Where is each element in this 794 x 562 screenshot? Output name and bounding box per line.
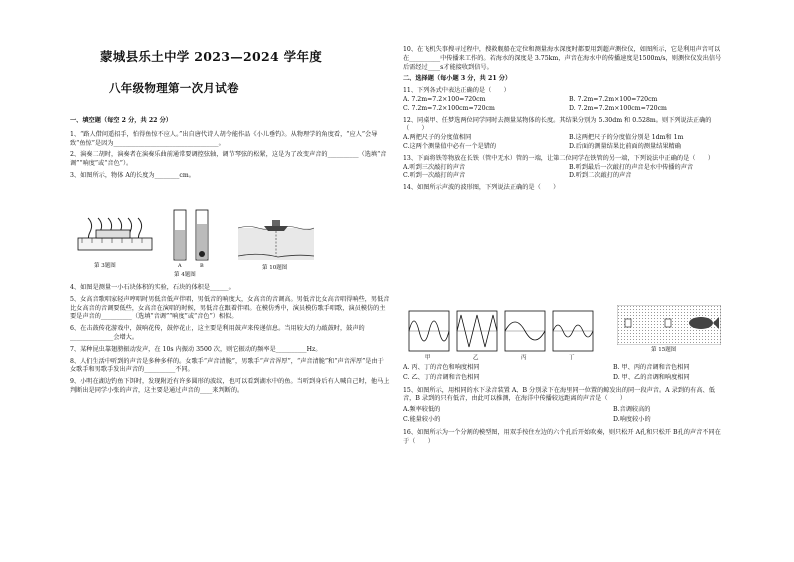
question-4: 4、如图是测量一小石块体积的实验，石块的体积是______。	[70, 284, 235, 291]
q14-option-b[interactable]: B. 甲、丙的音调和音色相同	[613, 364, 690, 371]
q13-option-b[interactable]: B.听到最后一次敲打的声音是水中传播的声音	[569, 163, 694, 171]
figure-4-caption: 第 4题图	[174, 272, 196, 278]
q14-options-row2	[403, 374, 723, 383]
right-upper-block	[403, 46, 723, 193]
right-lower-block	[403, 364, 723, 446]
question-7: 7、某种昆虫靠翅膀振动发声，在 10s 内振动 3500 次，则它振动的频率是__________Hz。	[70, 345, 322, 353]
cylinder-figure	[170, 206, 216, 268]
wave-label-ding: 丁	[569, 355, 575, 361]
exam-title-line1: 蒙城县乐土中学 2023—2024 学年度	[100, 49, 323, 64]
wave-label-yi: 乙	[473, 355, 479, 361]
question-10: 10、在飞机失事搜寻过程中，搜救舰船在定位和测量海水深度时都要用到超声测位仪，如图所示，它是利用声音可以在__________中传播来工作的。若海水的深度是 3.75km，声音在海水中的传播速度是1500m/s，则测位仪发出信号后需经过____s才能接收到信号。	[403, 46, 722, 71]
sonar-figure	[238, 210, 314, 260]
whale-figure	[617, 305, 721, 345]
section-heading-fill-blank: 一、填空题（每空 2 分，共 22 分）	[70, 117, 172, 124]
q14-options-row1	[403, 364, 723, 373]
q11-option-d[interactable]: D. 7.2m=7.2m×100cm=720cm	[569, 104, 667, 112]
q13-option-a[interactable]: A.听到三次敲打的声音	[403, 163, 466, 171]
q11-option-b[interactable]: B. 7.2m=7.2m×100=720cm	[569, 95, 658, 103]
q12-options-row1	[403, 134, 723, 143]
question-9: 9、小明在湖边钓鱼下饵时，发现附近有许多圆形的波纹，也可以看到湖水中的鱼。当听到身后有人喊自己时，他马上判断出是同学小张的声音，这主要是通过声音的____来判断的。	[70, 378, 390, 394]
figure-15-caption: 第 15题图	[651, 347, 677, 353]
recorder-a	[665, 319, 671, 327]
question-3: 3、如图所示，物体 A的长度为________cm。	[70, 171, 195, 179]
q15-options-row2	[403, 416, 723, 425]
q14-option-d[interactable]: D. 甲、乙的音调和响度相同	[613, 373, 690, 381]
question-5: 5、女高音歌唱家轻声哼唱时男低音低声伴唱，男低音的响度大，女高音的音调高。男低音比女高音唱得响些，男低音比女高音的音调要低些，女高音在演唱的时候，男低音在跟着伴唱。在模仿秀中，演员模仿歌手唱歌，演员模仿的主要是声音的__________（选填“音调”“响度”或“音色”）相似。	[70, 295, 390, 321]
object-a	[96, 230, 130, 238]
question-1: 1、“路人借问遥招手，怕得鱼惊不应人。”出自唐代诗人胡令能作品《小儿垂钓》。从物理学的角度看，“应人”会导致“鱼惊”是因为__________________________________。	[70, 130, 378, 147]
right-column	[403, 0, 723, 562]
question-16: 16、如图所示为一个分割的模型图，用双手按住左边的六个孔后开始吹奏，则只松开 A孔和只松开 B孔的声音不同在于（ ）	[403, 428, 721, 445]
question-14: 14、如图所示声波的波形图，下列说法正确的是（ ）	[403, 184, 560, 192]
q14-option-a[interactable]: A. 丙、丁的音色和响度相同	[403, 364, 480, 371]
question-11: 11、下列各式中表达正确的是（ ）	[403, 87, 510, 95]
recorder-b	[625, 319, 631, 327]
exam-title-line2: 八年级物理第一次月试卷	[109, 81, 239, 95]
ruler-body	[78, 238, 152, 250]
q11-option-c[interactable]: C. 7.2m=7.2×100cm=720cm	[403, 104, 495, 112]
q15-option-b[interactable]: B.音调较高的	[613, 406, 651, 414]
q11-options-row2	[403, 105, 723, 114]
question-6: 6、在击鼓传花游戏中，鼓响花传，鼓停花止，这主要是利用鼓声来传递信息。当用较大的力敲鼓时，鼓声的______________会增大。	[70, 325, 365, 341]
q13-option-c[interactable]: C.听到一次敲打的声音	[403, 172, 466, 180]
question-13: 13、下面将铁等物放在长铁（管中无水）管的一端，让第二位同学在铁管的另一端，下列说法中正确的是（ ）	[403, 154, 715, 162]
figure-3-caption: 第 3题图	[94, 263, 116, 269]
ship-cabin	[272, 220, 280, 226]
q11-option-a[interactable]: A. 7.2m=7.2×100=720cm	[403, 95, 486, 103]
svg-text:B: B	[200, 263, 204, 268]
q12-option-d[interactable]: D.后面的测量结果比前面的测量结果精确	[569, 142, 681, 150]
stone	[199, 251, 205, 257]
section-heading-choice: 二、选择题（每小题 3 分，共 21 分）	[403, 75, 512, 83]
question-8: 8、人们生活中听到的声音是多种多样的。女歌手“声音清脆”，男歌手“声音浑厚”，“声音清脆”和“声音浑厚”是由于女歌手和男歌手发出声音的__________不同。	[70, 357, 384, 374]
q14-option-c[interactable]: C. 乙、丁的音调和音色相同	[403, 373, 480, 381]
waveform-figure	[407, 309, 597, 361]
q12-option-b[interactable]: B.这两把尺子的分度值分别是 1dm和 1m	[569, 134, 684, 142]
left-column	[70, 0, 390, 562]
ruler-figure	[76, 214, 156, 258]
q15-option-a[interactable]: A.频率较低的	[403, 406, 441, 414]
question-2: 2、演奏二胡时，演奏者在演奏乐曲前通常要调控弦轴，调节琴弦的松紧，这是为了改变声音的__________（选填“音调”“响度”或“音色”）。	[70, 151, 387, 168]
question-15: 15、如图所示，用相同的水下录音装置 A、B 分别录下在海里同一位置的鲸发出的同一段声音。A 录到的有高、低音，B 录到的只有低音，由此可以推测，在海洋中传播较远距离的声音是（ ）	[403, 386, 715, 403]
q15-options-row1	[403, 406, 723, 415]
q12-options-row2	[403, 143, 723, 152]
fill-blank-section-cont	[70, 284, 390, 396]
q11-options-row1	[403, 96, 723, 105]
whale	[689, 317, 713, 329]
q15-option-d[interactable]: D.响度较小的	[613, 415, 651, 423]
q13-option-d[interactable]: D.听到二次敲打的声音	[569, 172, 632, 180]
ship	[264, 226, 288, 231]
water-a	[175, 230, 185, 259]
q15-option-c[interactable]: C.能量较小的	[403, 415, 441, 423]
fill-blank-section	[70, 117, 390, 181]
q12-option-a[interactable]: A.两把尺子的分度值相同	[403, 134, 472, 142]
wave-label-bing: 丙	[521, 355, 527, 361]
question-12: 12、同桌甲、任梦选两位同学同时去测量某物体的长度。其结果分别为 5.30dm 和 0.528m。则下列说法正确的（ ）	[403, 116, 712, 133]
svg-text:A: A	[178, 263, 182, 268]
wave-label-jia: 甲	[425, 355, 431, 361]
figure-10-caption: 第 10题图	[262, 265, 288, 271]
q13-options-row2	[403, 172, 723, 181]
q12-option-c[interactable]: C.这两个测量值中必有一个是错的	[403, 142, 497, 150]
